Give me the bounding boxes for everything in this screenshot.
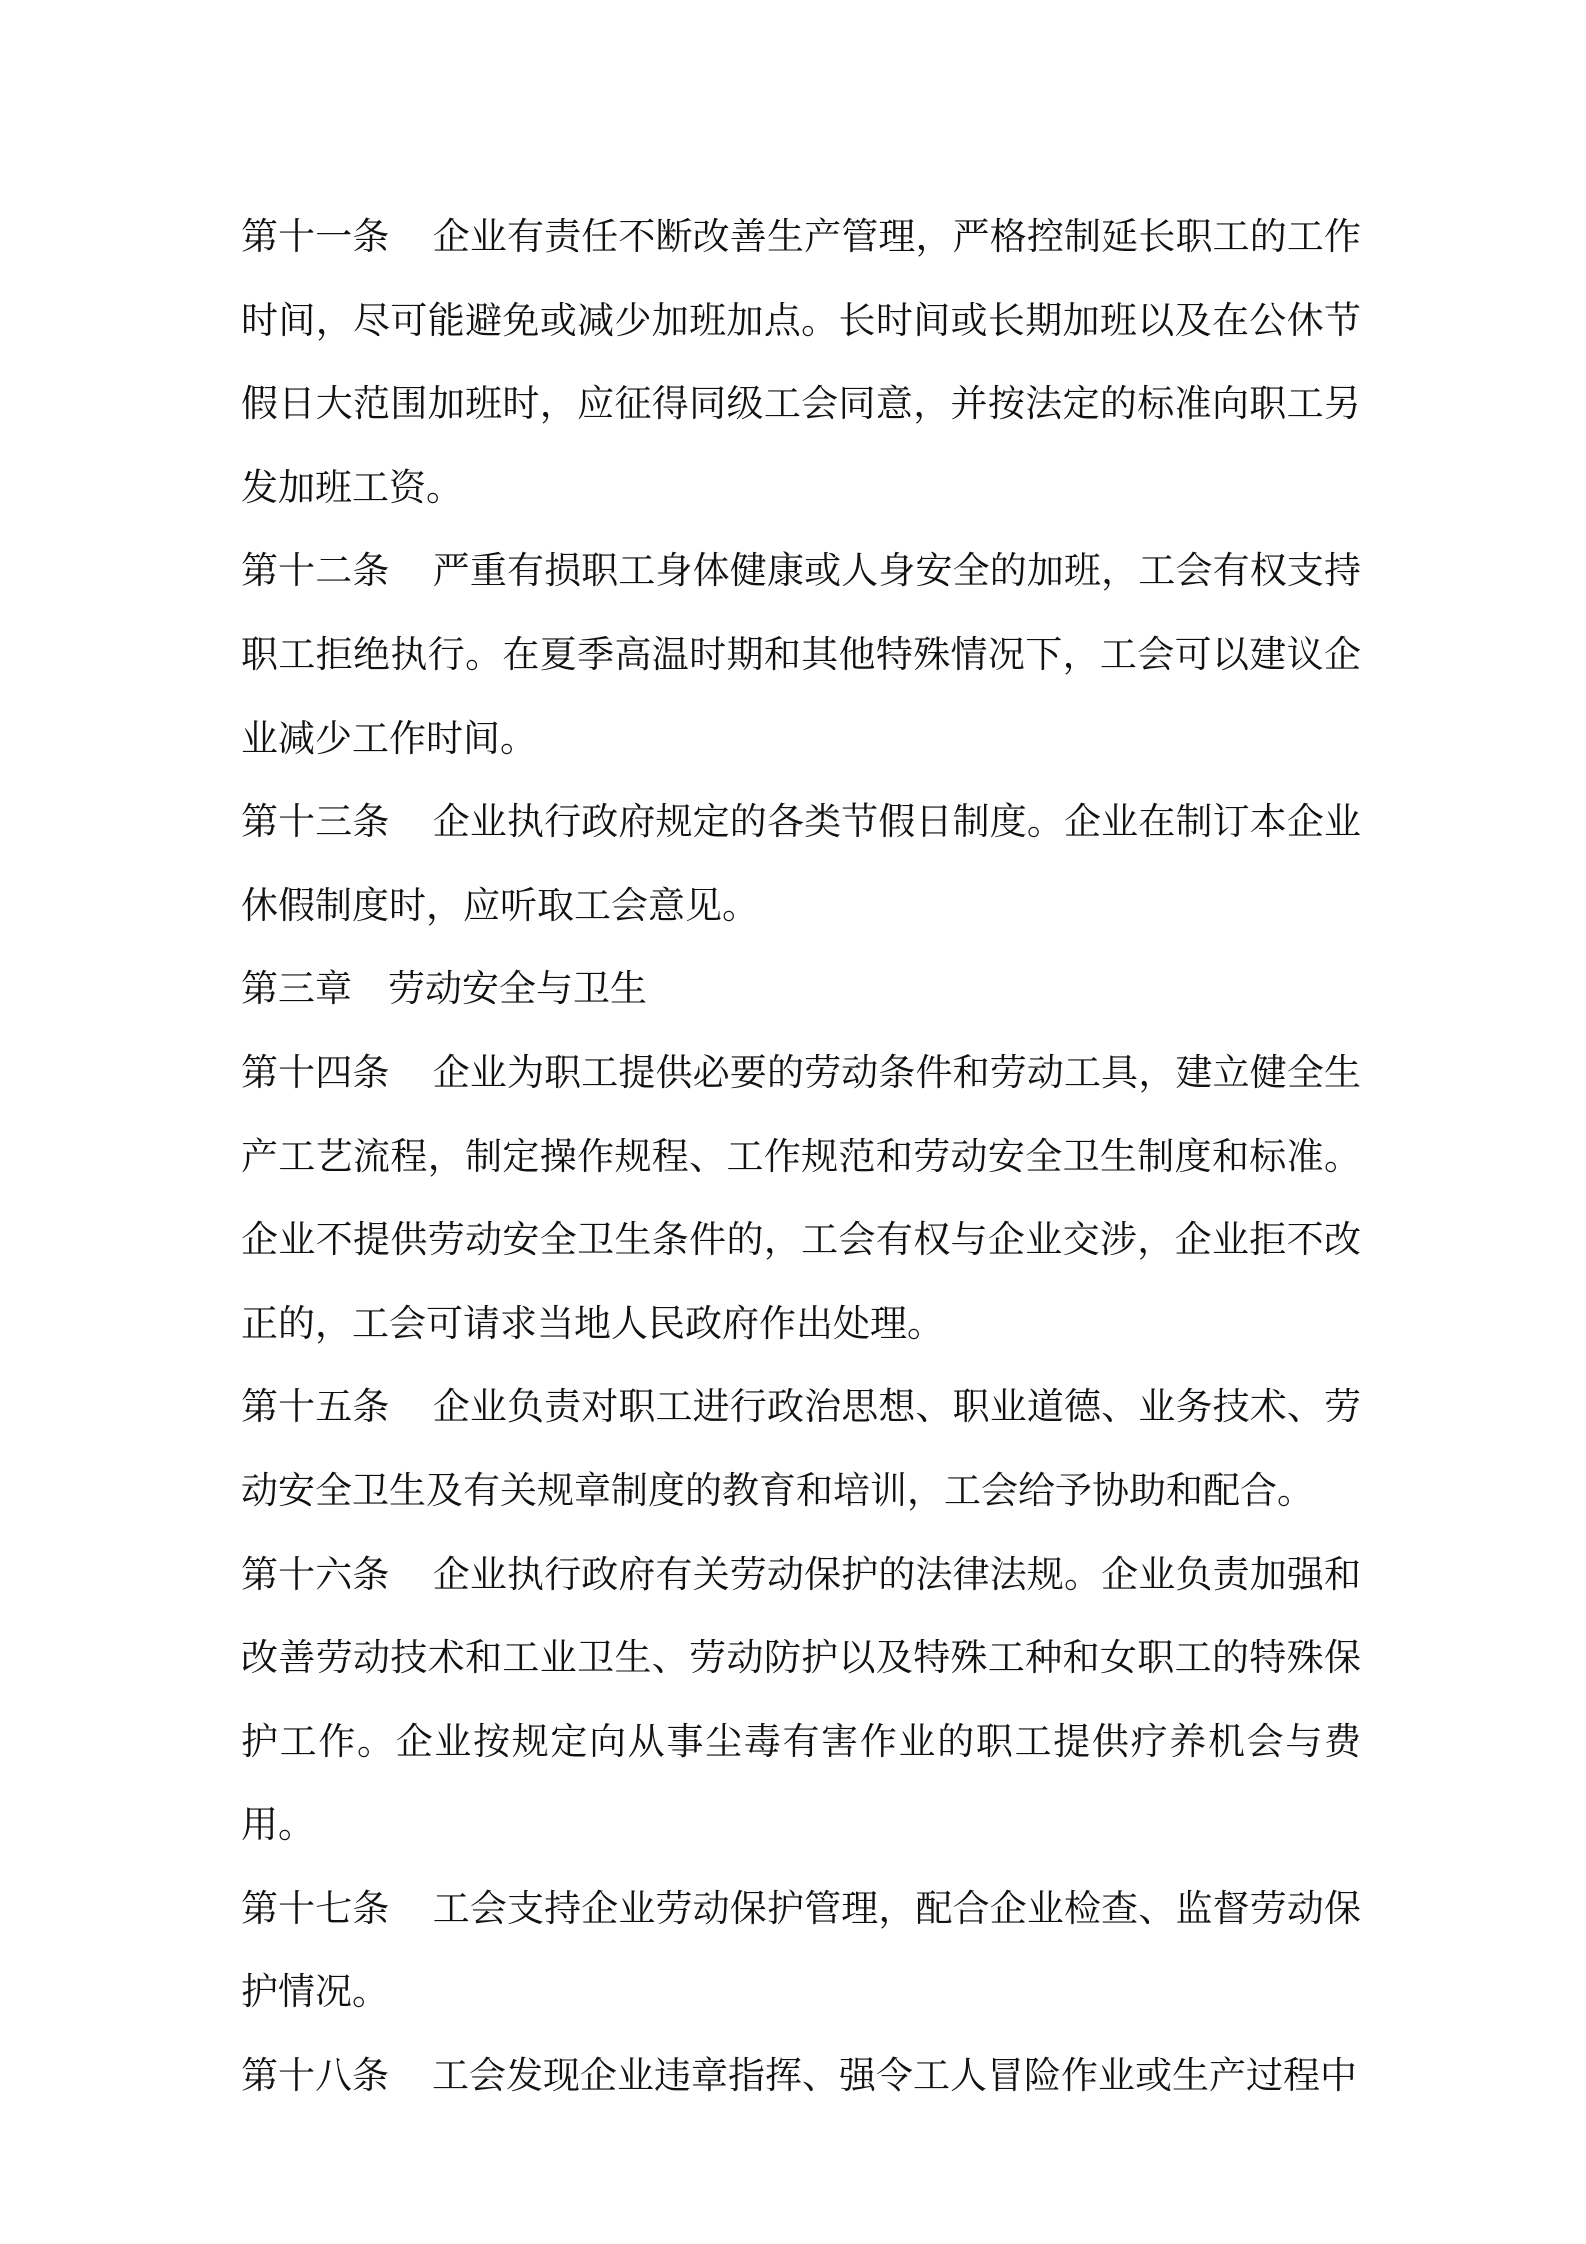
chapter-3-heading — [241, 947, 1361, 1031]
article-label: 第十八条 — [241, 2054, 389, 2098]
article-text: 严重有损职工身体健康或人身安全的加班，工会有权支持职工拒绝执行。在夏季高温时期和其他特殊情况下，工会可以建议企业减少工作时间。 — [241, 549, 1362, 760]
chapter-title: 劳动安全与卫生 — [388, 967, 647, 1011]
article-text: 企业负责对职工进行政治思想、职业道德、业务技术、劳动安全卫生及有关规章制度的教育和培训，工会给予协助和配合。 — [241, 1385, 1362, 1512]
article-16 — [241, 1533, 1361, 1867]
article-label: 第十一条 — [241, 215, 390, 258]
document-body — [241, 195, 1361, 2118]
article-14 — [241, 1031, 1361, 1365]
article-text: 企业执行政府有关劳动保护的法律法规。企业负责加强和改善劳动技术和工业卫生、劳动防护以及特殊工种和女职工的特殊保护工作。企业按规定向从事尘毒有害作业的职工提供疗养机会与费用。 — [241, 1552, 1362, 1847]
article-18 — [241, 2034, 1361, 2118]
article-13 — [241, 780, 1361, 947]
article-text: 工会支持企业劳动保护管理，配合企业检查、监督劳动保护情况。 — [241, 1886, 1362, 2014]
article-label: 第十三条 — [241, 800, 390, 844]
chapter-label: 第三章 — [241, 967, 352, 1011]
article-text: 企业为职工提供必要的劳动条件和劳动工具，建立健全生产工艺流程，制定操作规程、工作规范和劳动安全卫生制度和标准。企业不提供劳动安全卫生条件的，工会有权与企业交涉，企业拒不改正的，工会可请求当地人民政府作出处理。 — [241, 1050, 1362, 1345]
article-label: 第十六条 — [241, 1552, 390, 1596]
article-label: 第十四条 — [241, 1050, 390, 1094]
article-text: 企业有责任不断改善生产管理，严格控制延长职工的工作时间，尽可能避免或减少加班加点。长时间或长期加班以及在公休节假日大范围加班时，应征得同级工会同意，并按法定的标准向职工另发加班工资。 — [241, 215, 1362, 509]
article-text: 企业执行政府规定的各类节假日制度。企业在制订本企业休假制度时，应听取工会意见。 — [241, 800, 1362, 927]
article-label: 第十二条 — [241, 549, 390, 593]
article-12 — [241, 529, 1361, 780]
article-15 — [241, 1365, 1361, 1532]
article-11 — [241, 195, 1361, 529]
article-text: 工会发现企业违章指挥、强令工人冒险作业或生产过程中 — [432, 2054, 1357, 2098]
article-label: 第十七条 — [241, 1886, 390, 1930]
article-17 — [241, 1867, 1361, 2034]
article-label: 第十五条 — [241, 1385, 390, 1429]
